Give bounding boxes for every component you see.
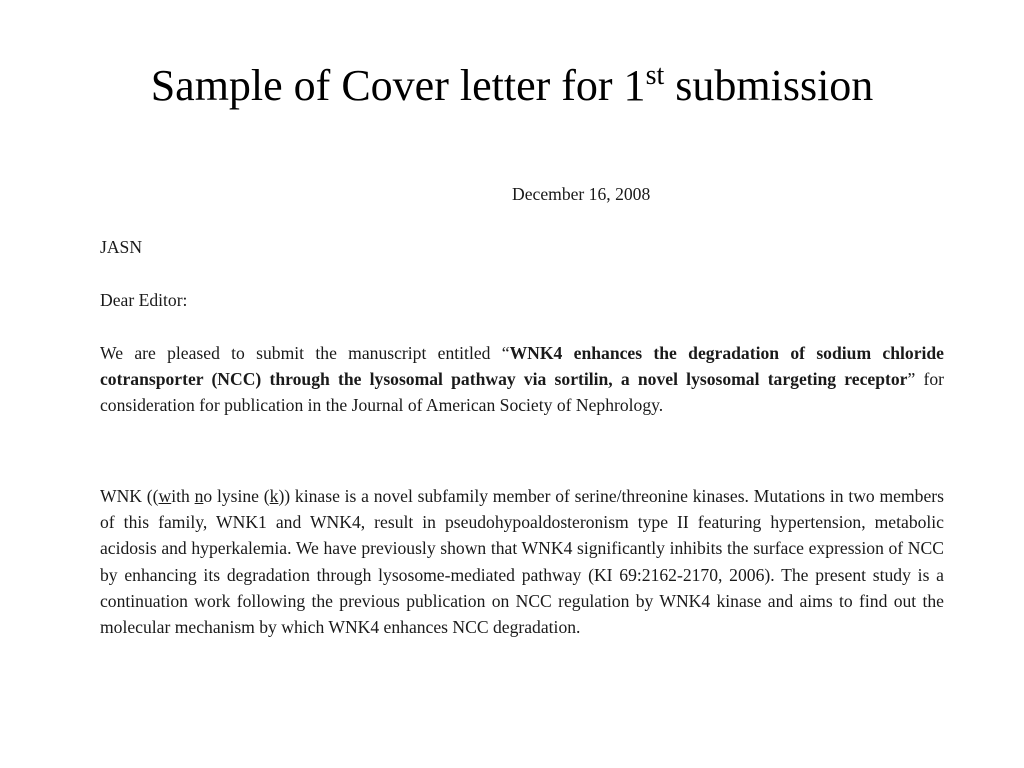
paragraph-1-lead: We are pleased to submit the manuscript entitled “ — [100, 343, 510, 363]
slide-title — [0, 58, 1024, 120]
letter-recipient: JASN — [100, 237, 143, 257]
paragraph-2-underlined-w: w — [158, 486, 172, 506]
slide-title-main: Sample of Cover letter for 1 — [150, 61, 646, 110]
letter-paragraph-1 — [100, 340, 944, 419]
letter-paragraph-2 — [100, 483, 944, 640]
paragraph-2-part-1: WNK (( — [100, 486, 159, 506]
paragraph-2-part-4: )) kinase is a novel subfamily member of serine/threonine kinases. Mutations in two members of this family, WNK1 and WNK4, result in pseudohypoaldosteronism type II featuring hypertension, metabolic acidosis and hyperkalemia. We have previously shown that WNK4 significantly inhibits the surface expression of NCC by enhancing its degradation through lysosome-mediated pathway (KI 69:2162-2170, 2006). The present study is a continuation work following the previous publication on NCC regulation by WNK4 kinase and aims to find out the molecular mechanism by which WNK4 enhances NCC degradation. — [100, 486, 944, 638]
letter-date: December 16, 2008 — [512, 184, 651, 204]
letter-salutation: Dear Editor: — [100, 290, 188, 310]
slide-title-tail: submission — [664, 61, 874, 110]
paragraph-2-part-2: ith — [171, 486, 195, 506]
slide-title-superscript: st — [645, 60, 665, 91]
manuscript-title: WNK4 enhances the degradation of sodium chloride cotransporter (NCC) through the lysosomal pathway via sortilin, a novel lysosomal targeting receptor — [100, 343, 944, 390]
paragraph-2-part-3: o lysine ( — [203, 486, 270, 506]
paragraph-2-underlined-k: k — [269, 486, 279, 506]
paragraph-2-underlined-n: n — [194, 486, 204, 506]
paragraph-1-tail: ” for consideration for publication in the Journal of American Society of Nephrology. — [100, 369, 944, 416]
